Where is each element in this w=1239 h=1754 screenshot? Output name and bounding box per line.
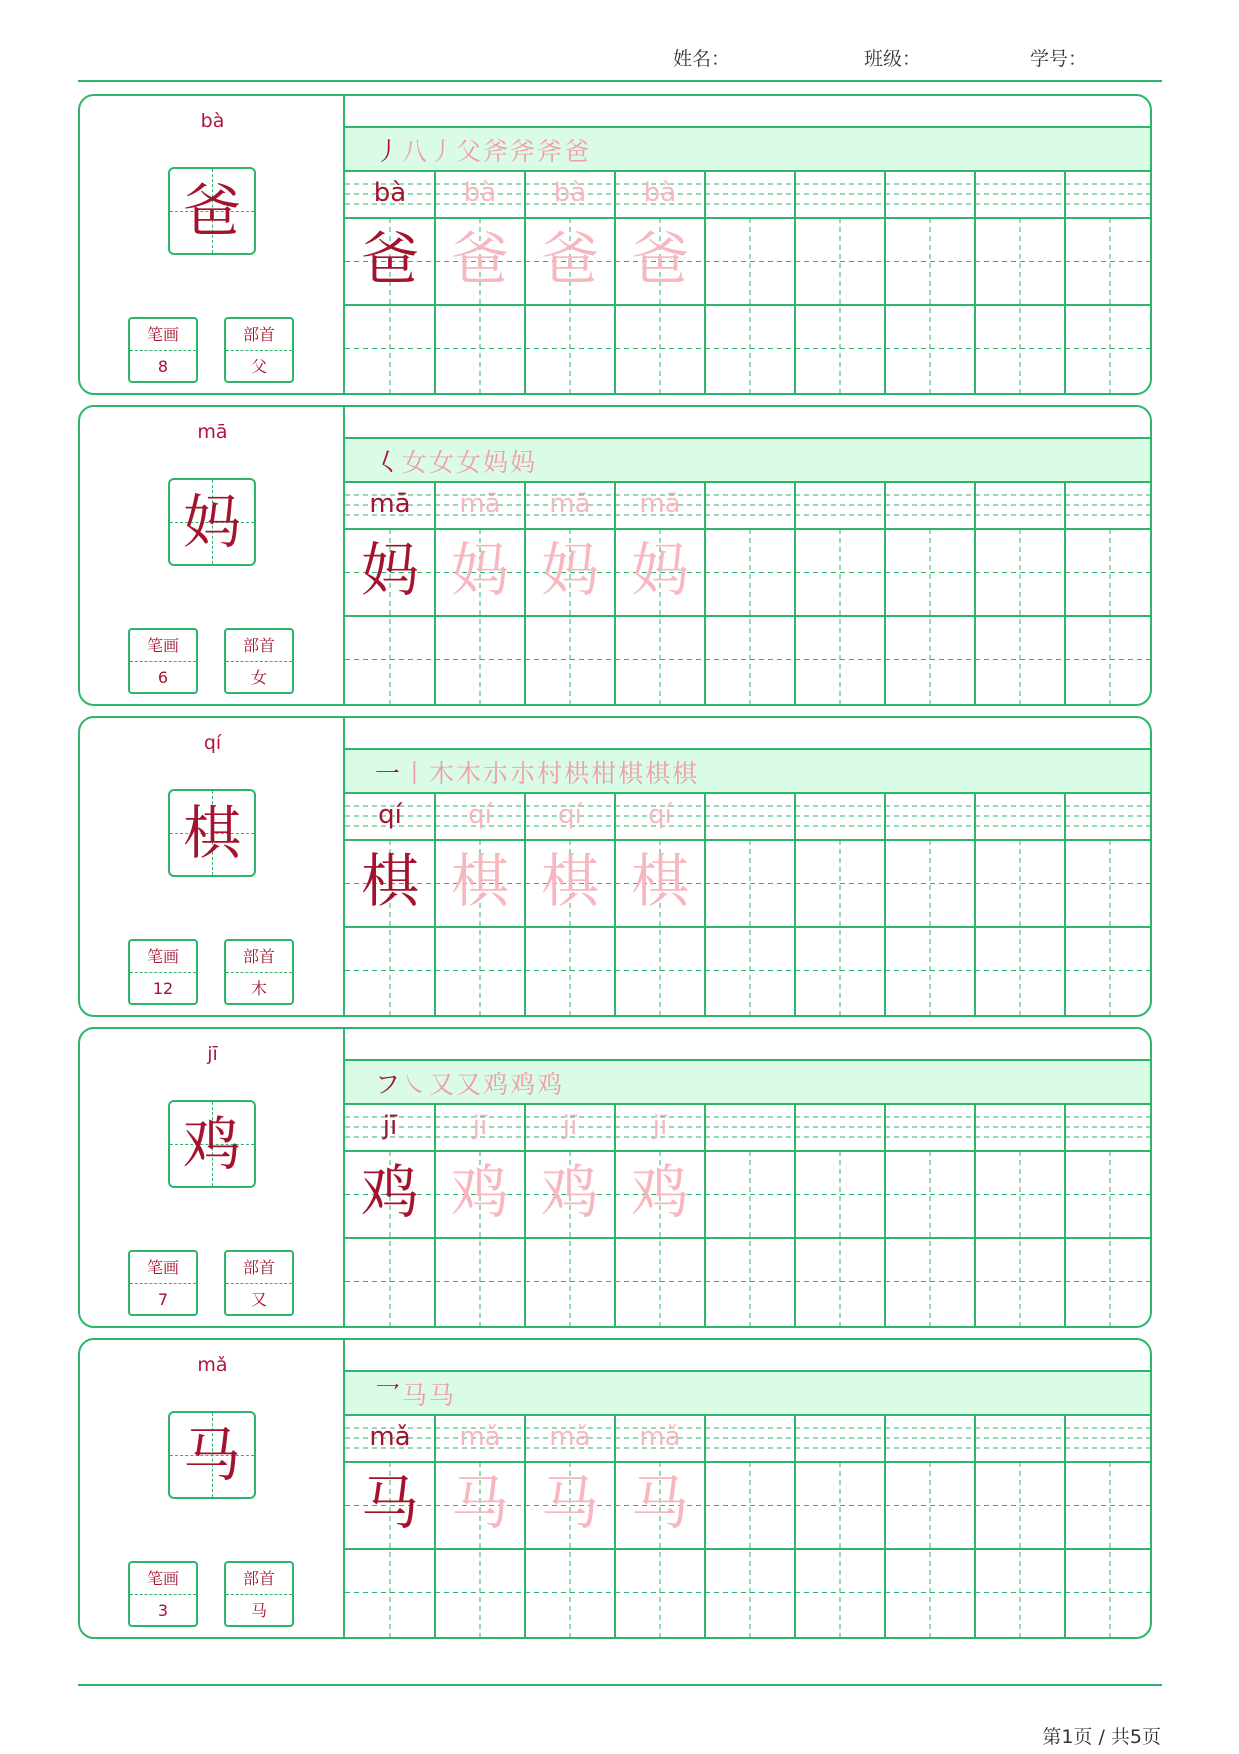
character-model-box [168, 1100, 256, 1188]
pinyin-trace-cell: bà [373, 178, 407, 208]
pinyin-label: qí [203, 732, 222, 754]
radical-box [224, 317, 294, 383]
pinyin-trace-cell: bà [553, 178, 587, 208]
pinyin-trace-cell: mā [549, 489, 591, 519]
stroke-step: 丿 [375, 137, 403, 166]
pinyin-trace-cell: jī [472, 1111, 488, 1141]
character-model-box [168, 1411, 256, 1499]
student-number-label: 学号： [1030, 48, 1088, 70]
radical-label: 部首 [226, 319, 292, 351]
stroke-step: 朩 [483, 759, 511, 788]
character-trace-cell: 马 [360, 1469, 419, 1537]
stroke-step: 鸡 [483, 1070, 511, 1099]
character-info-panel [80, 1029, 345, 1326]
pinyin-label: mā [197, 421, 228, 443]
stroke-step: 村 [537, 759, 565, 788]
character-trace-cell: 鸡 [540, 1158, 599, 1226]
name-label: 姓名： [673, 48, 731, 70]
stroke-order-band [345, 1370, 1150, 1416]
stroke-step: 乛 [375, 1381, 403, 1410]
character-card [78, 1338, 1152, 1639]
stroke-step: 棋 [618, 759, 646, 788]
radical-box [224, 1250, 294, 1316]
character-trace-cell: 鸡 [450, 1158, 509, 1226]
character-card [78, 1027, 1152, 1328]
stroke-order-sequence [375, 1065, 564, 1101]
character-info-panel [80, 407, 345, 704]
radical-value: 父 [250, 357, 267, 376]
pinyin-trace-cell: mǎ [549, 1422, 591, 1452]
stroke-count-value: 7 [157, 1290, 169, 1309]
character-info-panel [80, 718, 345, 1015]
character-card [78, 94, 1152, 395]
pinyin-trace-cell: mā [459, 489, 501, 519]
stroke-order-sequence [375, 754, 699, 790]
character-card [78, 405, 1152, 706]
radical-value: 女 [250, 668, 267, 687]
stroke-step: 又 [429, 1070, 457, 1099]
radical-label: 部首 [226, 1252, 292, 1284]
stroke-step: 棋 [645, 759, 673, 788]
stroke-step: 柑 [591, 759, 619, 788]
stroke-step: 朩 [510, 759, 538, 788]
stroke-count-box [128, 628, 198, 694]
character-trace-cell: 马 [450, 1469, 509, 1537]
character-trace-cell: 爸 [630, 225, 689, 293]
pinyin-trace-cell: mā [369, 489, 411, 519]
pinyin-trace-cell: qí [558, 800, 582, 830]
stroke-count-box [128, 317, 198, 383]
character-trace-cell: 棋 [540, 847, 599, 915]
pinyin-trace-cell: mǎ [369, 1422, 411, 1452]
stroke-count-value: 6 [157, 668, 169, 687]
stroke-order-sequence [375, 132, 591, 168]
stroke-step: 𡿨 [375, 448, 403, 477]
stroke-step: 女 [429, 448, 457, 477]
stroke-order-sequence [375, 1376, 456, 1412]
stroke-step: 丨 [402, 759, 430, 788]
character-trace-cell: 马 [630, 1469, 689, 1537]
character-info-panel [80, 1340, 345, 1637]
character-trace-cell: 爸 [360, 225, 419, 293]
character-trace-cell: 妈 [540, 536, 599, 604]
footer-divider [78, 1684, 1162, 1686]
model-character: 鸡 [182, 1110, 241, 1178]
practice-area [345, 407, 1150, 704]
radical-value: 马 [250, 1601, 267, 1620]
stroke-count-value: 3 [157, 1601, 169, 1620]
radical-value: 又 [250, 1290, 267, 1309]
radical-box [224, 628, 294, 694]
stroke-order-sequence [375, 443, 537, 479]
character-trace-cell: 爸 [540, 225, 599, 293]
stroke-step: 木 [456, 759, 484, 788]
radical-label: 部首 [226, 630, 292, 662]
stroke-step: 妈 [483, 448, 511, 477]
stroke-count-box [128, 1250, 198, 1316]
stroke-step: 一 [375, 759, 403, 788]
radical-box [224, 1561, 294, 1627]
stroke-step: 爸 [564, 137, 592, 166]
pinyin-trace-cell: qí [468, 800, 492, 830]
stroke-count-label: 笔画 [130, 1252, 196, 1284]
radical-label: 部首 [226, 1563, 292, 1595]
character-info-panel [80, 96, 345, 393]
character-card [78, 716, 1152, 1017]
pinyin-label: mǎ [197, 1354, 228, 1376]
page-number: 第1页 / 共5页 [1042, 1726, 1161, 1748]
pinyin-trace-cell: qí [648, 800, 672, 830]
stroke-order-band [345, 748, 1150, 794]
radical-box [224, 939, 294, 1005]
model-character: 棋 [182, 799, 241, 867]
stroke-count-box [128, 1561, 198, 1627]
pinyin-trace-cell: jī [562, 1111, 578, 1141]
model-character: 妈 [182, 488, 241, 556]
character-model-box [168, 167, 256, 255]
character-trace-cell: 棋 [360, 847, 419, 915]
pinyin-trace-cell: jī [652, 1111, 668, 1141]
stroke-step: 八 [402, 137, 430, 166]
character-model-box [168, 789, 256, 877]
stroke-step: 又 [456, 1070, 484, 1099]
stroke-count-box [128, 939, 198, 1005]
stroke-count-label: 笔画 [130, 941, 196, 973]
header-divider [78, 80, 1162, 82]
stroke-step: 丿 [429, 137, 457, 166]
pinyin-label: jī [207, 1043, 218, 1065]
stroke-step: 父 [456, 137, 484, 166]
stroke-step: 斧 [537, 137, 565, 166]
pinyin-trace-cell: bà [643, 178, 677, 208]
character-trace-cell: 爸 [450, 225, 509, 293]
stroke-step: 木 [429, 759, 457, 788]
stroke-step: 栱 [564, 759, 592, 788]
stroke-count-label: 笔画 [130, 319, 196, 351]
radical-label: 部首 [226, 941, 292, 973]
stroke-step: 鸡 [510, 1070, 538, 1099]
pinyin-trace-cell: mā [639, 489, 681, 519]
practice-area [345, 1340, 1150, 1637]
model-character: 马 [182, 1421, 241, 1489]
character-trace-cell: 妈 [630, 536, 689, 604]
page-header [0, 44, 1239, 74]
pinyin-trace-cell: mǎ [459, 1422, 501, 1452]
pinyin-label: bà [200, 110, 225, 132]
stroke-step: 女 [456, 448, 484, 477]
practice-area [345, 718, 1150, 1015]
character-trace-cell: 鸡 [360, 1158, 419, 1226]
character-trace-cell: 妈 [450, 536, 509, 604]
practice-area [345, 96, 1150, 393]
character-model-box [168, 478, 256, 566]
class-label: 班级： [864, 48, 922, 70]
stroke-step: 斧 [483, 137, 511, 166]
radical-value: 木 [250, 979, 267, 998]
stroke-step: 斧 [510, 137, 538, 166]
stroke-order-band [345, 1059, 1150, 1105]
stroke-step: 马 [429, 1381, 457, 1410]
pinyin-trace-cell: qí [378, 800, 402, 830]
stroke-count-label: 笔画 [130, 1563, 196, 1595]
character-trace-cell: 马 [540, 1469, 599, 1537]
stroke-order-band [345, 437, 1150, 483]
stroke-step: 鸡 [537, 1070, 565, 1099]
pinyin-trace-cell: jī [382, 1111, 398, 1141]
stroke-count-value: 12 [152, 979, 174, 998]
stroke-step: 马 [402, 1381, 430, 1410]
model-character: 爸 [182, 177, 241, 245]
character-trace-cell: 棋 [630, 847, 689, 915]
character-trace-cell: 妈 [360, 536, 419, 604]
pinyin-trace-cell: mǎ [639, 1422, 681, 1452]
stroke-step: ㇏ [402, 1070, 430, 1099]
stroke-step: フ [375, 1070, 403, 1099]
character-trace-cell: 棋 [450, 847, 509, 915]
practice-area [345, 1029, 1150, 1326]
stroke-order-band [345, 126, 1150, 172]
stroke-step: 棋 [672, 759, 700, 788]
stroke-count-label: 笔画 [130, 630, 196, 662]
stroke-count-value: 8 [157, 357, 169, 376]
stroke-step: 妈 [510, 448, 538, 477]
pinyin-trace-cell: bà [463, 178, 497, 208]
character-trace-cell: 鸡 [630, 1158, 689, 1226]
stroke-step: 女 [402, 448, 430, 477]
